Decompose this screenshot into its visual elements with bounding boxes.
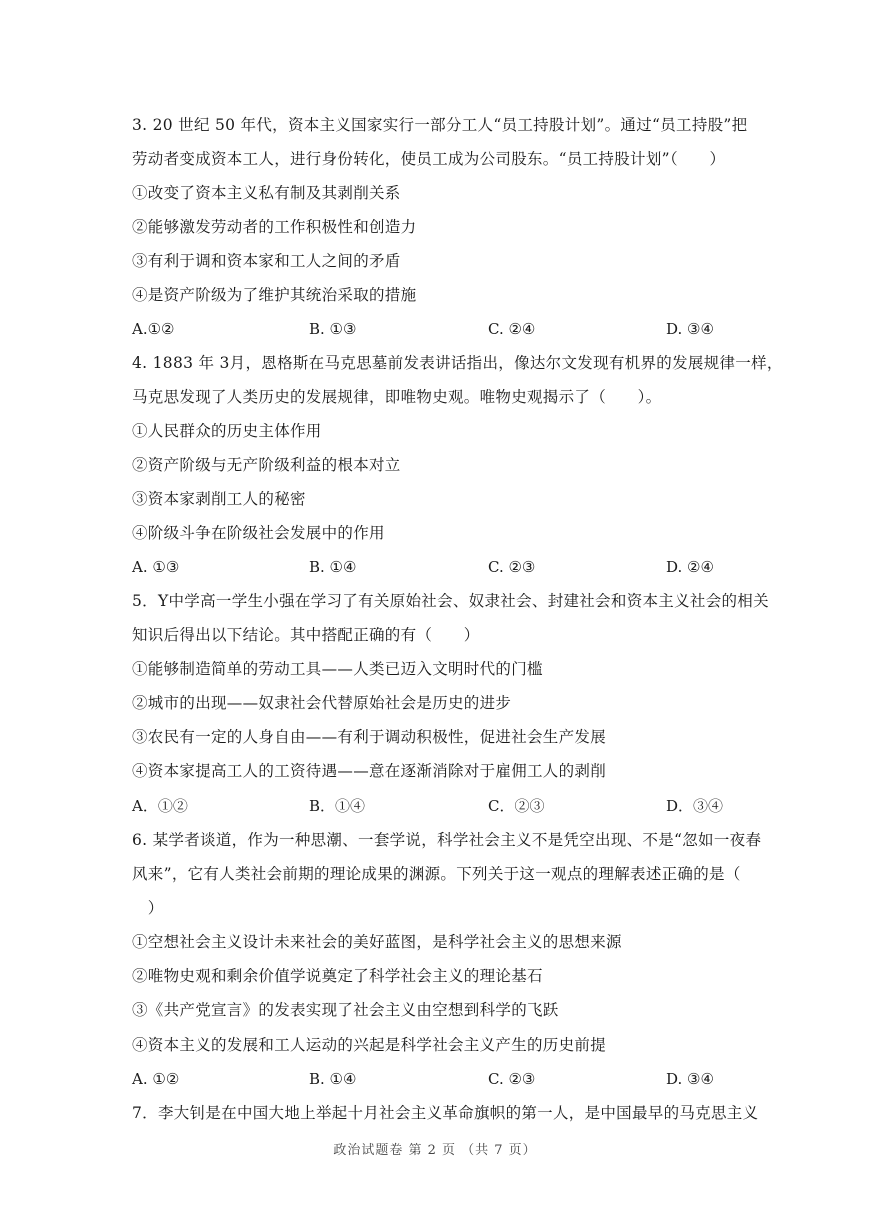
q6-item-1: ①空想社会主义设计未来社会的美好蓝图，是科学社会主义的思想来源 bbox=[132, 933, 622, 951]
q3-item-4: ④是资产阶级为了维护其统治采取的措施 bbox=[132, 286, 417, 304]
q6-option-b: B. ①④ bbox=[309, 1070, 357, 1088]
q4-item-3: ③资本家剥削工人的秘密 bbox=[132, 490, 306, 508]
q4-item-4: ④阶级斗争在阶级社会发展中的作用 bbox=[132, 524, 385, 542]
q5-option-a: A．①② bbox=[132, 797, 188, 815]
q3-option-a: A.①② bbox=[132, 320, 175, 338]
q6-option-d: D. ③④ bbox=[666, 1070, 714, 1088]
page-footer: 政治试题卷 第 2 页 （共 7 页） bbox=[333, 1143, 537, 1158]
q4-stem-line-1: 4. 1883 年 3月，恩格斯在马克思墓前发表讲话指出，像达尔文发现有机界的发展规律一样， bbox=[132, 354, 783, 372]
q3-stem-line-2: 劳动者变成资本工人，进行身份转化，使员工成为公司股东。“员工持股计划”（ ） bbox=[132, 150, 726, 168]
q5-stem-line-2: 知识后得出以下结论。其中搭配正确的有（ ） bbox=[132, 626, 480, 644]
q6-stem-line-3: ） bbox=[132, 899, 164, 917]
q3-item-2: ②能够激发劳动者的工作积极性和创造力 bbox=[132, 218, 417, 236]
q6-stem-line-1: 6. 某学者谈道，作为一种思潮、一套学说，科学社会主义不是凭空出现、不是“忽如一夜春 bbox=[132, 831, 762, 849]
q3-item-1: ①改变了资本主义私有制及其剥削关系 bbox=[132, 184, 401, 202]
q4-item-1: ①人民群众的历史主体作用 bbox=[132, 422, 322, 440]
q6-item-4: ④资本主义的发展和工人运动的兴起是科学社会主义产生的历史前提 bbox=[132, 1036, 607, 1054]
q4-options bbox=[132, 557, 742, 577]
q3-options bbox=[132, 319, 742, 339]
q6-stem-line-2: 风来”，它有人类社会前期的理论成果的渊源。下列关于这一观点的理解表述正确的是（ bbox=[132, 865, 741, 883]
q3-item-3: ③有利于调和资本家和工人之间的矛盾 bbox=[132, 252, 401, 270]
q5-options bbox=[132, 796, 742, 816]
q5-item-4: ④资本家提高工人的工资待遇——意在逐渐消除对于雇佣工人的剥削 bbox=[132, 762, 607, 780]
q4-option-d: D. ②④ bbox=[666, 558, 714, 576]
q4-option-b: B. ①④ bbox=[309, 558, 357, 576]
q5-option-c: C．②③ bbox=[488, 797, 545, 815]
q5-item-2: ②城市的出现——奴隶社会代替原始社会是历史的进步 bbox=[132, 694, 512, 712]
q7-stem-line-1: 7．李大钊是在中国大地上举起十月社会主义革命旗帜的第一人，是中国最早的马克思主义 bbox=[132, 1104, 759, 1122]
q5-stem-line-1: 5．Y中学高一学生小强在学习了有关原始社会、奴隶社会、封建社会和资本主义社会的相关 bbox=[132, 592, 769, 610]
q3-option-d: D. ③④ bbox=[666, 320, 714, 338]
q4-option-c: C. ②③ bbox=[488, 558, 536, 576]
q5-item-3: ③农民有一定的人身自由——有利于调动积极性，促进社会生产发展 bbox=[132, 728, 607, 746]
q5-item-1: ①能够制造简单的劳动工具——人类已迈入文明时代的门槛 bbox=[132, 660, 543, 678]
q5-option-b: B．①④ bbox=[309, 797, 366, 815]
q3-option-c: C. ②④ bbox=[488, 320, 536, 338]
q6-option-c: C. ②③ bbox=[488, 1070, 536, 1088]
q4-stem-line-2: 马克思发现了人类历史的发展规律，即唯物史观。唯物史观揭示了（ ）。 bbox=[132, 388, 662, 406]
q3-stem-line-1: 3. 20 世纪 50 年代，资本主义国家实行一部分工人“员工持股计划”。通过“员工持股”把 bbox=[132, 116, 748, 134]
q5-option-d: D．③④ bbox=[666, 797, 724, 815]
q6-options bbox=[132, 1069, 742, 1089]
q6-item-2: ②唯物史观和剩余价值学说奠定了科学社会主义的理论基石 bbox=[132, 967, 543, 985]
q3-option-b: B. ①③ bbox=[309, 320, 357, 338]
q6-item-3: ③《共产党宣言》的发表实现了社会主义由空想到科学的飞跃 bbox=[132, 1001, 559, 1019]
q6-option-a: A. ①② bbox=[132, 1070, 180, 1088]
q4-option-a: A. ①③ bbox=[132, 558, 180, 576]
q4-item-2: ②资产阶级与无产阶级利益的根本对立 bbox=[132, 456, 401, 474]
